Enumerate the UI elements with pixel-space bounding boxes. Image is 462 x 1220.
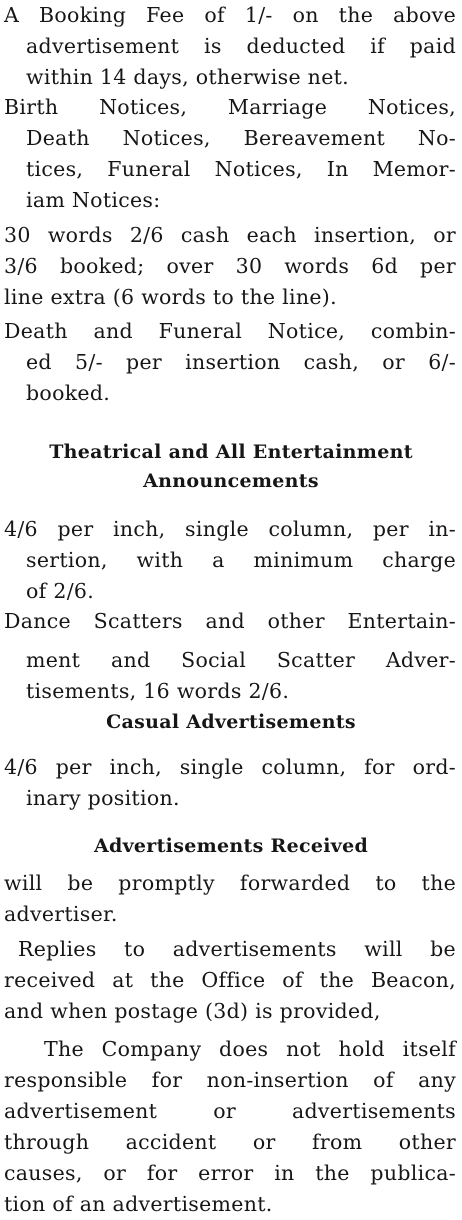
- text-line: Death Notices, Bereavement No-: [26, 126, 456, 150]
- text-line: received at the Office of the Beacon,: [4, 968, 456, 992]
- text-line: 4/6 per inch, single column, for ord-: [4, 755, 456, 779]
- heading-line: Casual Advertisements: [106, 711, 356, 733]
- text-line: ed 5/- per insertion cash, or 6/-: [26, 350, 456, 374]
- heading-line: Announcements: [143, 470, 319, 492]
- text-line: booked.: [26, 381, 111, 405]
- text-line: The Company does not hold itself: [44, 1037, 456, 1061]
- text-line: will be promptly forwarded to the: [4, 871, 456, 895]
- text-line: responsible for non-insertion of any: [4, 1068, 456, 1092]
- text-line: advertisement or advertisements: [4, 1099, 456, 1123]
- text-line: 4/6 per inch, single column, per in-: [4, 517, 456, 541]
- casual-heading: [0, 708, 462, 737]
- disclaimer-paragraph: [4, 1034, 456, 1220]
- casual-rate-paragraph: [4, 752, 456, 814]
- text-line: causes, or for error in the publica-: [4, 1161, 456, 1185]
- heading-line: Advertisements Received: [93, 835, 369, 857]
- text-line: Death and Funeral Notice, combin-: [4, 319, 456, 343]
- text-line: A Booking Fee of 1/- on the above: [4, 3, 456, 27]
- booking-fee-paragraph: [4, 0, 456, 93]
- text-line: tices, Funeral Notices, In Memor-: [26, 157, 456, 181]
- text-line: through accident or from other: [4, 1130, 456, 1154]
- dance-scatters-paragraph: [4, 606, 456, 707]
- text-line: ment and Social Scatter Adver-: [26, 648, 456, 672]
- text-line: Dance Scatters and other Entertain-: [4, 609, 456, 633]
- replies-paragraph: [4, 934, 456, 1027]
- text-line: tion of an advertisement.: [4, 1192, 273, 1216]
- text-line: Replies to advertisements will be: [18, 937, 456, 961]
- theatrical-rate-paragraph: [4, 514, 456, 607]
- text-line: 3/6 booked; over 30 words 6d per: [4, 254, 456, 278]
- text-line: 30 words 2/6 cash each insertion, or: [4, 223, 456, 247]
- death-funeral-paragraph: [4, 316, 456, 409]
- received-heading: [0, 832, 462, 861]
- text-line: of 2/6.: [26, 579, 95, 603]
- text-line: sertion, with a minimum charge: [26, 548, 456, 572]
- notice-types-paragraph: [4, 92, 456, 216]
- received-paragraph: [4, 868, 456, 930]
- text-line: iam Notices:: [26, 188, 161, 212]
- notice-rates-paragraph: [4, 220, 456, 313]
- text-line: inary position.: [26, 786, 180, 810]
- text-line: tisements, 16 words 2/6.: [26, 679, 290, 703]
- text-line: advertiser.: [4, 902, 118, 926]
- heading-line: Theatrical and All Entertainment: [49, 441, 413, 463]
- theatrical-heading: [0, 438, 462, 496]
- text-line: line extra (6 words to the line).: [4, 285, 337, 309]
- text-line: advertisement is deducted if paid: [26, 34, 456, 58]
- text-line: within 14 days, otherwise net.: [26, 65, 349, 89]
- text-line: Birth Notices, Marriage Notices,: [4, 95, 456, 119]
- text-line: and when postage (3d) is provided,: [4, 999, 381, 1023]
